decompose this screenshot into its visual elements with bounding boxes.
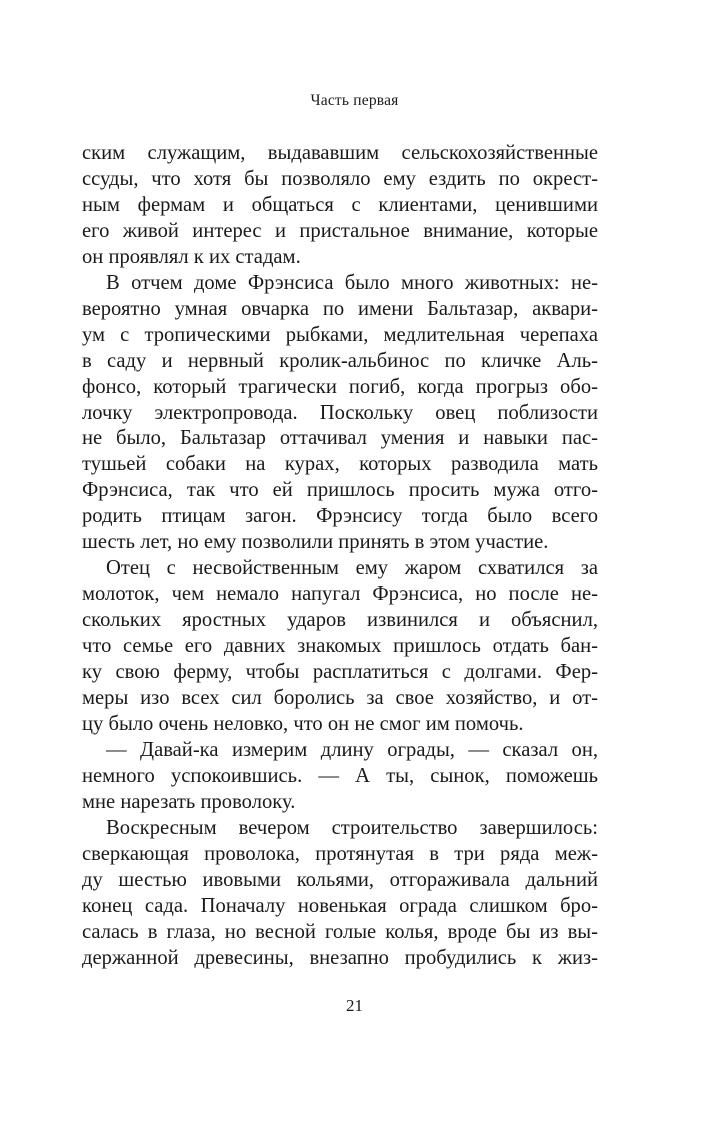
text-line: мне нарезать проволоку. bbox=[82, 790, 296, 813]
text-line: не было, Бальтазар оттачивал умения и навыки пас- bbox=[82, 427, 598, 450]
text-line: конец сада. Поначалу новенькая ограда слишком бро- bbox=[82, 894, 598, 917]
running-head: Часть первая bbox=[310, 92, 399, 109]
text-line: лочку электропровода. Поскольку овец поблизости bbox=[82, 401, 598, 424]
text-line: держанной древесины, внезапно пробудились к жиз- bbox=[82, 946, 598, 969]
text-line: в саду и нервный кролик-альбинос по кличке Аль- bbox=[82, 349, 598, 372]
text-line: ум с тропическими рыбками, медлительная черепаха bbox=[82, 323, 598, 346]
body-text bbox=[82, 141, 598, 972]
text-line: фонсо, который трагически погиб, когда прогрыз обо- bbox=[82, 375, 598, 398]
text-line: он проявлял к их стадам. bbox=[82, 245, 301, 268]
text-line: Воскресным вечером строительство завершилось: bbox=[106, 816, 598, 839]
text-line: цу было очень неловко, что он не смог им помочь. bbox=[82, 712, 524, 735]
text-line: вероятно умная овчарка по имени Бальтазар, аквари- bbox=[82, 297, 598, 320]
text-line: ку свою ферму, чтобы расплатиться с долгами. Фер- bbox=[82, 661, 598, 684]
text-line: Отец с несвойственным ему жаром схватился за bbox=[106, 557, 598, 580]
text-line: его живой интерес и пристальное внимание, которые bbox=[82, 219, 598, 242]
text-line: ду шестью ивовыми кольями, отгораживала дальний bbox=[82, 868, 598, 891]
page-number: 21 bbox=[346, 996, 363, 1015]
text-line: — Давай-ка измерим длину ограды, — сказал он, bbox=[106, 738, 598, 761]
text-line: молоток, чем немало напугал Фрэнсиса, но после не- bbox=[82, 583, 598, 606]
text-line: ным фермам и общаться с клиентами, ценившими bbox=[82, 193, 598, 216]
text-line: ссуды, что хотя бы позволяло ему ездить по окрест- bbox=[82, 167, 598, 190]
text-line: меры изо всех сил боролись за свое хозяйство, и от- bbox=[82, 687, 598, 710]
text-line: В отчем доме Фрэнсиса было много животных: не- bbox=[106, 271, 598, 294]
text-line: скольких яростных ударов извинился и объяснил, bbox=[82, 609, 598, 632]
text-line: тушьей собаки на курах, которых разводила мать bbox=[82, 453, 598, 476]
text-line: сверкающая проволока, протянутая в три ряда меж- bbox=[82, 842, 598, 865]
text-line: ским служащим, выдававшим сельскохозяйственные bbox=[82, 142, 598, 164]
text-line: родить птицам загон. Фрэнсису тогда было всего bbox=[82, 505, 598, 528]
text-line: немного успокоившись. — А ты, сынок, поможешь bbox=[82, 764, 598, 787]
text-line: что семье его давних знакомых пришлось отдать бан- bbox=[82, 635, 598, 658]
text-line: шесть лет, но ему позволили принять в этом участие. bbox=[82, 531, 549, 554]
text-line: салась в глаза, но весной голые колья, вроде бы из вы- bbox=[82, 920, 598, 943]
text-line: Фрэнсиса, так что ей пришлось просить мужа отго- bbox=[82, 479, 598, 502]
